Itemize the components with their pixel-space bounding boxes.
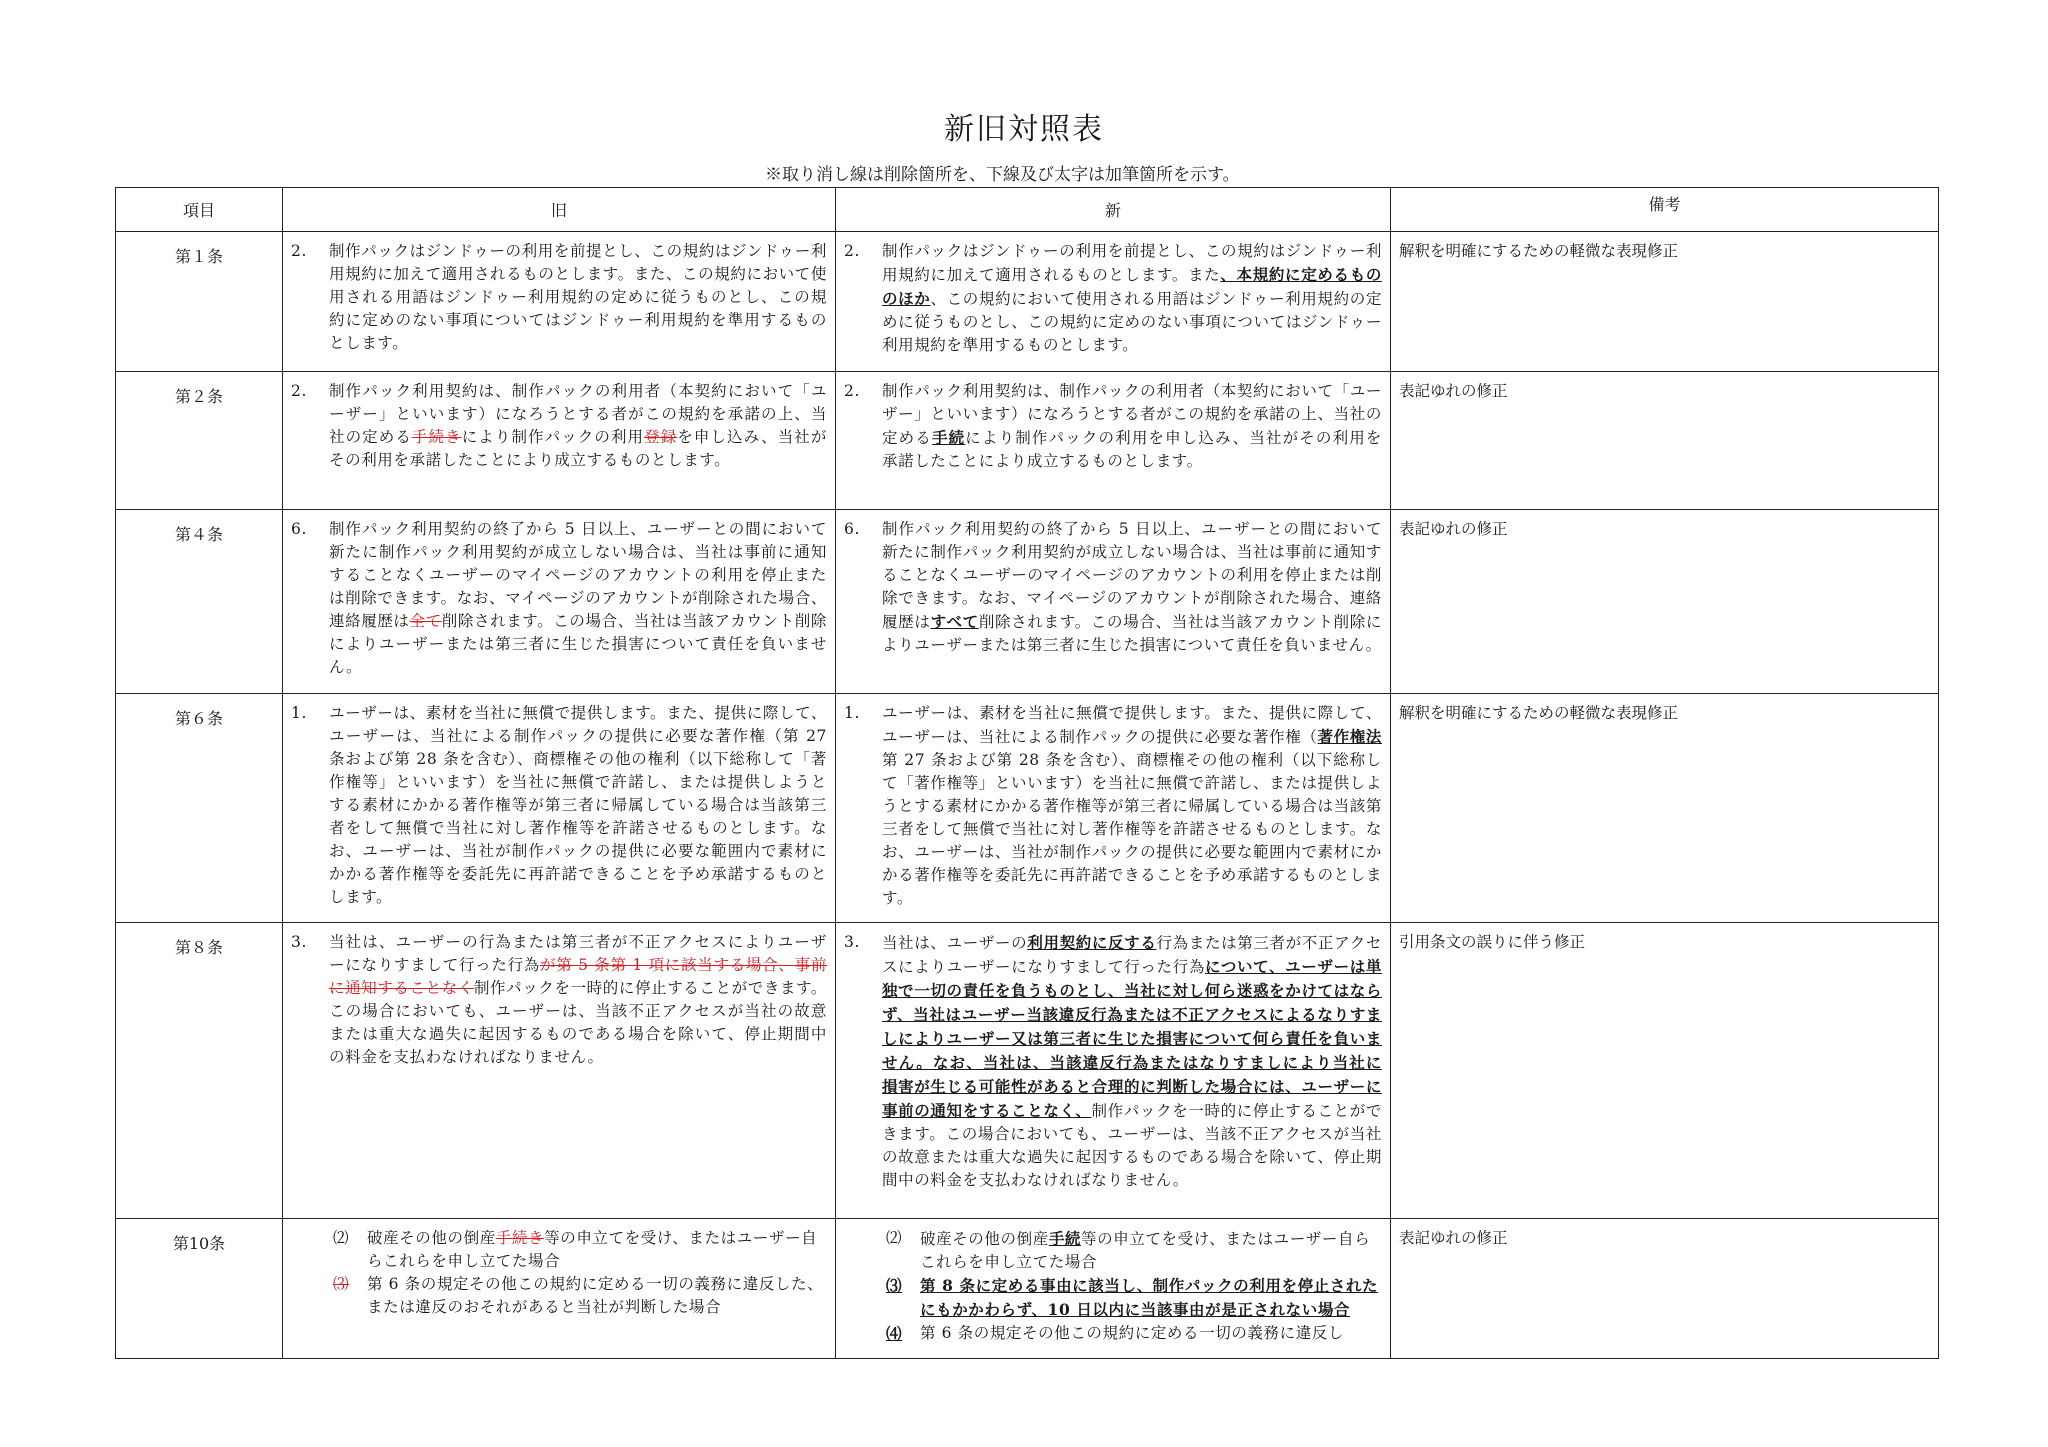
sub-item-number: ⑵ [886, 1229, 903, 1247]
text-span: 制作パック利用契約の終了から 5 日以上、ユーザーとの間において新たに制作パック利用契約が成立しない場合は、当社は事前に通知することなくユーザーのマイページのアカウントの利用を停止または削除できます。なお、マイページのアカウントが削除された場合、連絡履歴は [329, 520, 827, 630]
deleted-text: が第 5 条第 1 項に該当する場合、事前に通知することなく [329, 956, 827, 997]
new-text-cell [836, 232, 1391, 372]
clause-number: 2. [844, 382, 860, 400]
added-text: 、本規約に定めるもののほか [882, 265, 1382, 308]
text-span: 制作パックはジンドゥーの利用を前提とし、この規約はジンドゥー利用規約に加えて適用されるものとします。また、この規約において使用される用語はジンドゥー利用規約の定めに従うものとし、この規約に定めのない事項についてはジンドゥー利用規約を準用するものとします。 [329, 242, 827, 352]
text-span: 破産その他の倒産 [367, 1229, 496, 1247]
text-span: 当社は、ユーザーの [882, 934, 1028, 952]
new-clause-text [882, 240, 1382, 357]
new-clause-text [882, 702, 1382, 910]
new-clause-text [882, 931, 1382, 1192]
sub-item [291, 1273, 827, 1319]
old-text-cell [283, 923, 836, 1219]
text-span: 、この規約において使用される用語はジンドゥー利用規約の定めに従うものとし、この規約に定めのない事項についてはジンドゥー利用規約を準用するものとします。 [882, 290, 1382, 354]
text-span: 制作パックを一時的に停止することができます。この場合においても、ユーザーは、当該不正アクセスが当社の故意または重大な過失に起因するものである場合を除いて、停止期間中の料金を支払わなければなりません。 [882, 1102, 1382, 1189]
old-clause-text [329, 518, 827, 679]
header-new: 新 [836, 188, 1391, 232]
text-span: 制作パック利用契約は、制作パックの利用者（本契約において「ユーザー」といいます）になろうとする者がこの規約を承諾の上、当社の定める [329, 382, 827, 446]
clause-number: 3. [291, 933, 307, 951]
new-text-cell [836, 1219, 1391, 1359]
text-span: ユーザーは、素材を当社に無償で提供します。また、提供に際して、ユーザーは、当社による制作パックの提供に必要な著作権（第 27 条および第 28 条を含む）、商標権その他の権利（以下総称して「著作権等」といいます）を当社に無償で許諾し、または提供しようとする素材にかかる著作権等が第三者に帰属している場合は当該第三者をして無償で当社に対し著作権等を許諾させるものとします。なお、ユーザーは、当社が制作パックの提供に必要な範囲内で素材にかかる著作権等を委託先に再許諾できることを予め承諾するものとします。 [329, 704, 827, 906]
new-text-cell [836, 694, 1391, 923]
article-cell: 第８条 [116, 923, 283, 1219]
article-cell: 第２条 [116, 372, 283, 510]
clause-number: 6. [291, 520, 307, 538]
old-text-cell [283, 232, 836, 372]
added-text: 手続 [1048, 1229, 1082, 1248]
added-text: 著作権法 [1317, 727, 1383, 746]
new-text-cell [836, 510, 1391, 694]
old-text-cell [283, 510, 836, 694]
text-span: 等の申立てを受け、またはユーザー自らこれらを申し立てた場合 [920, 1230, 1371, 1271]
sub-item [844, 1322, 1382, 1345]
old-text-cell [283, 1219, 836, 1359]
text-span: により制作パックの利用を申し込み、当社がその利用を承諾したことにより成立するものとします。 [882, 429, 1382, 470]
old-text-cell [283, 372, 836, 510]
old-clause-text [329, 380, 827, 472]
text-span: により制作パックの利用 [461, 428, 645, 446]
table-row [116, 372, 1939, 510]
comparison-table [115, 187, 1939, 1359]
clause-number: 1. [844, 704, 860, 722]
text-span: を申し込み、当社がその利用を承諾したことにより成立するものとします。 [329, 428, 827, 469]
table-row [116, 923, 1939, 1219]
clause-number: 1. [291, 704, 307, 722]
text-span: 制作パックを一時的に停止することができます。この場合においても、ユーザーは、当該不正アクセスが当社の故意または重大な過失に起因するものである場合を除いて、停止期間中の料金を支払わなければなりません。 [329, 979, 828, 1066]
new-clause-text [882, 518, 1382, 657]
remarks-cell: 解釈を明確にするための軽微な表現修正 [1391, 694, 1939, 923]
legend-note: ※取り消し線は削除箇所を、下線及び太字は加筆箇所を示す。 [765, 165, 1240, 185]
article-cell: 第４条 [116, 510, 283, 694]
deleted-text: 登録 [644, 428, 678, 446]
article-cell: 第10条 [116, 1219, 283, 1359]
sub-item [844, 1274, 1382, 1322]
remarks-cell: 表記ゆれの修正 [1391, 372, 1939, 510]
clause-number: 6. [844, 520, 860, 538]
new-text-cell [836, 923, 1391, 1219]
added-text: 手続 [931, 428, 966, 447]
sub-item-number: ⑶ [886, 1276, 903, 1295]
text-span: 制作パックはジンドゥーの利用を前提とし、この規約はジンドゥー利用規約に加えて適用されるものとします。また [882, 242, 1382, 284]
text-span: 制作パック利用契約は、制作パックの利用者（本契約において「ユーザー」といいます）になろうとする者がこの規約を承諾の上、当社の定める [882, 382, 1382, 447]
page-title: 新旧対照表 [944, 112, 1104, 147]
table-row [116, 232, 1939, 372]
new-sub-items [844, 1227, 1382, 1345]
clause-number: 2. [291, 382, 307, 400]
header-remarks: 備考 [1391, 188, 1939, 232]
table-row [116, 510, 1939, 694]
clause-number: 3. [844, 933, 860, 951]
sub-item-number: ⑶ [333, 1275, 350, 1293]
new-text-cell [836, 372, 1391, 510]
article-cell: 第６条 [116, 694, 283, 923]
sub-item-text [920, 1322, 1382, 1345]
deleted-text: 手続き [495, 1229, 545, 1247]
table-body [116, 232, 1939, 1359]
remarks-cell: 解釈を明確にするための軽微な表現修正 [1391, 232, 1939, 372]
remarks-cell: 引用条文の誤りに伴う修正 [1391, 923, 1939, 1219]
sub-item-text [367, 1273, 827, 1319]
deleted-text: 手続き [411, 428, 462, 446]
sub-item-number: ⑵ [333, 1229, 350, 1247]
table-row [116, 694, 1939, 923]
sub-item [844, 1227, 1382, 1274]
text-span: 第 27 条および第 28 条を含む）、商標権その他の権利（以下総称して「著作権等」といいます）を当社に無償で許諾し、または提供しようとする素材にかかる著作権等が第三者に帰属している場合は当該第三者をして無償で当社に対し著作権等を許諾させるものとします。なお、ユーザーは、当社が制作パックの提供に必要な範囲内で素材にかかる著作権等を委託先に再許諾できることを予め承諾するものとします。 [882, 751, 1382, 907]
text-span: 破産その他の倒産 [920, 1230, 1049, 1248]
added-text: について、ユーザーは単独で一切の責任を負うものとし、当社に対し何ら迷惑をかけてはならず、当社はユーザー当該違反行為または不正アクセスによるなりすましによりユーザー又は第三者に生じた損害について何ら責任を負いません。なお、当社は、当該違反行為またはなりすましにより当社に損害が生じる可能性があると合理的に判断した場合には、ユーザーに事前の通知をすることなく、 [882, 957, 1382, 1120]
old-clause-text [329, 240, 827, 355]
old-clause-text [329, 702, 827, 909]
old-text-cell [283, 694, 836, 923]
table-row [116, 1219, 1939, 1359]
clause-number: 2. [291, 242, 307, 260]
clause-number: 2. [844, 242, 860, 260]
sub-item-text [920, 1274, 1382, 1322]
deleted-text: 全て [409, 612, 442, 630]
old-clause-text [329, 931, 827, 1069]
text-span: 等の申立てを受け、またはユーザー自らこれらを申し立てた場合 [367, 1229, 818, 1270]
added-text: すべて [930, 612, 979, 631]
text-span: 当社は、ユーザーの行為または第三者が不正アクセスによりユーザーになりすまして行った行為 [329, 933, 827, 974]
text-span: 制作パック利用契約の終了から 5 日以上、ユーザーとの間において新たに制作パック利用契約が成立しない場合は、当社は事前に通知することなくユーザーのマイページのアカウントの利用を停止または削除できます。なお、マイページのアカウントが削除された場合、連絡履歴は [882, 520, 1382, 631]
text-span: 行為または第三者が不正アクセスによりユーザーになりすまして行った行為 [882, 934, 1383, 976]
sub-item [291, 1227, 827, 1273]
header-item: 項目 [116, 188, 283, 232]
text-span: 第 6 条の規定その他この規約に定める一切の義務に違反した、または違反のおそれがあると当社が判断した場合 [367, 1275, 824, 1316]
added-text: 第 8 条に定める事由に該当し、制作パックの利用を停止されたにもかかわらず、10 日以内に当該事由が是正されない場合 [920, 1276, 1379, 1319]
sub-item-text [367, 1227, 827, 1273]
remarks-cell: 表記ゆれの修正 [1391, 1219, 1939, 1359]
new-clause-text [882, 380, 1382, 473]
article-cell: 第１条 [116, 232, 283, 372]
old-sub-items [291, 1227, 827, 1319]
header-row [116, 188, 1939, 232]
sub-item-text [920, 1227, 1382, 1274]
sub-item-number: ⑷ [886, 1324, 903, 1343]
text-span: 第 6 条の規定その他この規約に定める一切の義務に違反し [920, 1324, 1345, 1342]
header-old: 旧 [283, 188, 836, 232]
text-span: 削除されます。この場合、当社は当該アカウント削除によりユーザーまたは第三者に生じた損害について責任を負いません。 [882, 613, 1382, 654]
text-span: ユーザーは、素材を当社に無償で提供します。また、提供に際して、ユーザーは、当社による制作パックの提供に必要な著作権（ [882, 704, 1382, 746]
remarks-cell: 表記ゆれの修正 [1391, 510, 1939, 694]
text-span: 削除されます。この場合、当社は当該アカウント削除によりユーザーまたは第三者に生じた損害について責任を負いません。 [329, 612, 827, 676]
added-text: 利用契約に反する [1027, 933, 1157, 952]
